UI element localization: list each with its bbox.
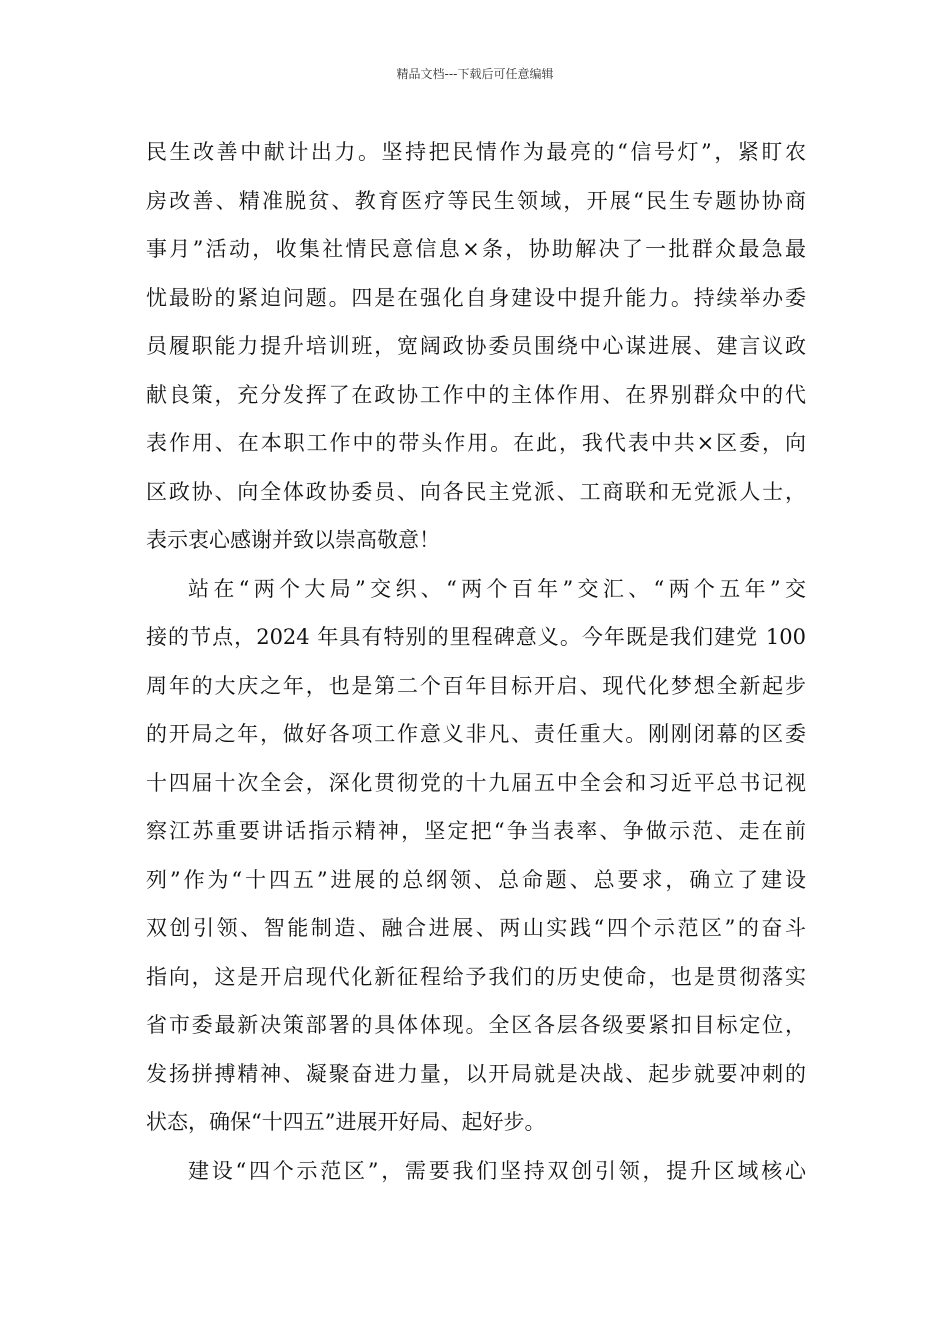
text-line: 民生改善中献计出力。坚持把民情作为最亮的“信号灯”，紧盯农 <box>146 140 806 164</box>
text-line: 忧最盼的紧迫问题。四是在强化自身建设中提升能力。持续举办委 <box>146 285 806 310</box>
text-line: 十四届十次全会，深化贯彻党的十九届五中全会和习近平总书记视 <box>146 770 806 795</box>
text-line: 列”作为“十四五”进展的总纲领、总命题、总要求，确立了建设 <box>146 867 806 892</box>
text-line: 建设“四个示范区”，需要我们坚持双创引领，提升区域核心 <box>188 1158 806 1183</box>
text-line: 区政协、向全体政协委员、向各民主党派、工商联和无党派人士， <box>146 479 806 504</box>
text-line: 献良策，充分发挥了在政协工作中的主体作用、在界别群众中的代 <box>146 382 806 407</box>
text-line: 站在“两个大局”交织、“两个百年”交汇、“两个五年”交 <box>188 576 806 601</box>
text-line: 发扬拼搏精神、凝聚奋进力量，以开局就是决战、起步就要冲刺的 <box>146 1061 806 1086</box>
text-line: 员履职能力提升培训班，宽阔政协委员围绕中心谋进展、建言议政 <box>146 334 806 358</box>
text-line: 接的节点，2024 年具有特别的里程碑意义。今年既是我们建党 100 <box>146 625 806 649</box>
text-line: 表作用、在本职工作中的带头作用。在此，我代表中共×区委，向 <box>146 431 806 455</box>
text-line: 省市委最新决策部署的具体体现。全区各层各级要紧扣目标定位， <box>146 1013 806 1037</box>
text-line: 房改善、精准脱贫、教育医疗等民生领域，开展“民生专题协协商 <box>146 188 806 213</box>
text-line: 状态，确保“十四五”进展开好局、起好步。 <box>146 1110 546 1134</box>
text-line: 表示衷心感谢并致以崇高敬意！ <box>146 528 440 552</box>
text-line: 双创引领、智能制造、融合进展、两山实践“四个示范区”的奋斗 <box>146 916 806 940</box>
text-line: 察江苏重要讲话指示精神，坚定把“争当表率、争做示范、走在前 <box>146 819 806 843</box>
text-line: 指向，这是开启现代化新征程给予我们的历史使命，也是贯彻落实 <box>146 964 806 989</box>
text-line: 的开局之年，做好各项工作意义非凡、责任重大。刚刚闭幕的区委 <box>146 722 806 746</box>
text-line: 事月”活动，收集社情民意信息×条，协助解决了一批群众最急最 <box>146 237 806 261</box>
text-line: 周年的大庆之年，也是第二个百年目标开启、现代化梦想全新起步 <box>146 673 806 698</box>
document-body <box>146 128 806 1195</box>
page-header: 精品文档---下载后可任意编辑 <box>396 67 554 81</box>
